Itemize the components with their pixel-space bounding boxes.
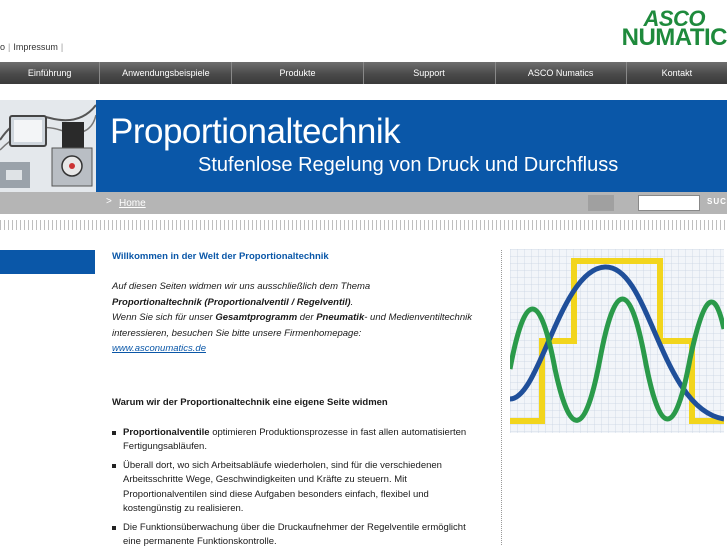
- intro-text: - und Medienventiltechnik interessieren, besuchen Sie bitte unsere Firmenhomepage:: [112, 312, 472, 339]
- logo-line-1: ASCO: [643, 6, 705, 31]
- top-link-separator: |: [60, 42, 64, 52]
- intro-text: der: [297, 312, 317, 323]
- nav-item-kontakt[interactable]: Kontakt: [626, 62, 727, 84]
- intro-text: Auf diesen Seiten widmen wir uns ausschließlich dem Thema: [112, 281, 371, 292]
- intro-bold: Gesamtprogramm: [215, 312, 298, 323]
- page-title: Willkommen in der Welt der Proportionaltechnik: [112, 251, 329, 262]
- list-item: [112, 426, 477, 455]
- nav-item-einfuehrung[interactable]: Einführung: [27, 68, 72, 78]
- product-photo-graphic: [0, 100, 96, 192]
- list-item-text: Die Funktionsüberwachung über die Druckaufnehmer der Regelventile ermöglicht eine permanente Funktionskontrolle.: [123, 521, 466, 547]
- banner-title: Proportionaltechnik: [110, 112, 401, 151]
- banner-subtitle: Stufenlose Regelung von Druck und Durchfluss: [198, 154, 619, 176]
- logo-line-2: NUMATIC: [621, 24, 727, 51]
- impressum-link[interactable]: Impressum: [13, 42, 58, 52]
- list-item-bold: Proportionalventile: [123, 426, 210, 438]
- search-button[interactable]: SUC: [707, 197, 727, 206]
- waveform-graphic: [510, 249, 724, 433]
- main-nav: [0, 62, 727, 84]
- main-content: [112, 251, 477, 554]
- search-input[interactable]: [638, 195, 700, 211]
- benefit-list: [112, 426, 477, 550]
- intro-paragraph: [112, 279, 477, 357]
- column-divider: [501, 250, 502, 545]
- list-item: [112, 459, 477, 517]
- nav-item-produkte[interactable]: Produkte: [231, 62, 362, 84]
- product-photo: [0, 100, 96, 192]
- search-spacer: [588, 195, 614, 211]
- top-link-partial[interactable]: o: [0, 42, 6, 52]
- homepage-link[interactable]: www.asconumatics.de: [112, 343, 206, 354]
- asco-numatics-logo[interactable]: [612, 6, 727, 52]
- top-link-separator: |: [8, 42, 11, 52]
- intro-text: .: [350, 296, 354, 308]
- top-bar: [0, 0, 727, 62]
- sidebar-active-item[interactable]: [0, 250, 95, 274]
- top-links: [0, 42, 66, 52]
- ruler-strip-top: [0, 214, 727, 220]
- breadcrumb-bar: [0, 192, 727, 214]
- nav-item-asco-numatics[interactable]: ASCO Numatics: [495, 62, 626, 84]
- intro-bold: Proportionaltechnik (Proportionalventil / Regelventil): [112, 296, 351, 308]
- intro-text: Wenn Sie sich für unser: [112, 312, 216, 323]
- breadcrumb-arrow-icon: >: [106, 196, 112, 207]
- header-banner: [0, 100, 727, 192]
- list-item-text: Überall dort, wo sich Arbeitsabläufe wiederholen, sind für die verschiedenen Arbeitsschritte Wege, Geschwindigkeiten und Kräfte zu steuern. Mit Proportionalventilen sind diese Aufgaben besonders einfach, flexibel und kostengünstig zu realisieren.: [123, 459, 442, 514]
- list-item-text: optimieren Produktionsprozesse in fast allen automatisierten Fertigungsabläufen.: [123, 426, 467, 452]
- breadcrumb-home-link[interactable]: Home: [119, 198, 146, 209]
- intro-bold: Pneumatik: [316, 312, 365, 323]
- section-heading: Warum wir der Proportionaltechnik eine eigene Seite widmen: [112, 396, 388, 408]
- nav-item-support[interactable]: Support: [363, 62, 495, 84]
- nav-item-anwendungsbeispiele[interactable]: Anwendungsbeispiele: [99, 62, 231, 84]
- list-item: [112, 521, 477, 550]
